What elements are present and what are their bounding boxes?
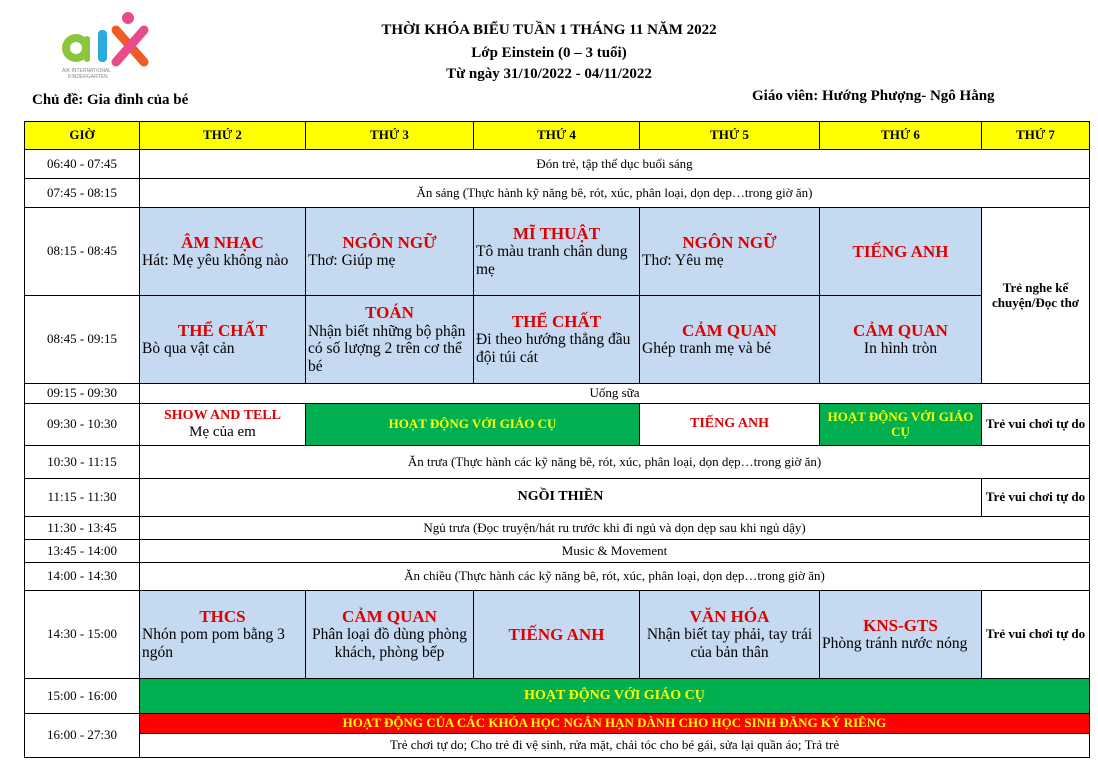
- subject: CẢM QUAN: [853, 320, 948, 340]
- lesson-desc: Bò qua vật cản: [142, 340, 235, 358]
- saturday-cell: Trẻ vui chơi tự do: [982, 404, 1090, 446]
- time-cell: 09:15 - 09:30: [25, 384, 140, 404]
- time-cell: 13:45 - 14:00: [25, 540, 140, 563]
- activity-cell: NGỒI THIỀN: [140, 479, 982, 517]
- activity-cell: HOẠT ĐỘNG VỚI GIÁO CỤ: [140, 679, 1090, 714]
- lesson-cell: HOẠT ĐỘNG VỚI GIÁO CỤ: [306, 404, 640, 446]
- table-row: [25, 208, 1090, 296]
- table-row: [25, 679, 1090, 714]
- time-cell: 06:40 - 07:45: [25, 150, 140, 179]
- col-thu: THỨ 5: [640, 122, 820, 150]
- lesson-desc: Mẹ của em: [189, 423, 256, 440]
- subject: THỂ CHẤT: [511, 311, 602, 331]
- time-cell: 15:00 - 16:00: [25, 679, 140, 714]
- subject: TOÁN: [365, 303, 414, 322]
- activity-cell: Đón trẻ, tập thể dục buổi sáng: [140, 150, 1090, 179]
- time-cell: 11:15 - 11:30: [25, 479, 140, 517]
- subject: TIẾNG ANH: [852, 241, 949, 261]
- topic-label: Chủ đề: Gia đình của bé: [32, 92, 189, 108]
- lesson-cell: [306, 296, 474, 384]
- lesson-desc: Phòng tránh nước nóng: [822, 635, 968, 653]
- lesson-desc: Thơ: Yêu mẹ: [642, 252, 724, 270]
- lesson-desc: Nhận biết những bộ phận có số lượng 2 trên cơ thể bé: [308, 322, 466, 376]
- teacher-label: Giáo viên: Hướng Phượng- Ngô Hằng: [752, 88, 995, 104]
- table-row: [25, 179, 1090, 208]
- lesson-desc: Đi theo hướng thẳng đầu đội túi cát: [476, 331, 631, 367]
- table-row: [25, 734, 1090, 758]
- activity-cell: Uống sữa: [140, 384, 1090, 404]
- table-row: [25, 479, 1090, 517]
- activity-cell: HOẠT ĐỘNG CỦA CÁC KHÓA HỌC NGẮN HẠN DÀNH CHO HỌC SINH ĐĂNG KÝ RIÊNG: [140, 714, 1090, 734]
- time-cell: 08:15 - 08:45: [25, 208, 140, 296]
- lesson-desc: Ghép tranh mẹ và bé: [642, 340, 772, 358]
- activity-cell: Ăn chiều (Thực hành các kỹ năng bê, rót, xúc, phân loại, dọn dẹp…trong giờ ăn): [140, 563, 1090, 591]
- lesson-cell: [474, 208, 640, 296]
- lesson-cell: HOẠT ĐỘNG VỚI GIÁO CỤ: [820, 404, 982, 446]
- table-row: [25, 150, 1090, 179]
- lesson-cell: [306, 208, 474, 296]
- lesson-cell: [140, 404, 306, 446]
- subject: ÂM NHẠC: [181, 232, 264, 252]
- lesson-cell: [820, 296, 982, 384]
- table-row: [25, 296, 1090, 384]
- saturday-cell: Trẻ vui chơi tự do: [982, 591, 1090, 679]
- svg-text:AIK INTERNATIONAL: AIK INTERNATIONAL: [62, 68, 112, 74]
- table-row: [25, 446, 1090, 479]
- table-row: [25, 540, 1090, 563]
- activity-cell: Ăn sáng (Thực hành kỹ năng bê, rót, xúc, phân loại, dọn dẹp…trong giờ ăn): [140, 179, 1090, 208]
- lesson-cell: [474, 296, 640, 384]
- svg-text:KINDERGARTEN: KINDERGARTEN: [68, 74, 108, 80]
- lesson-desc: Nhận biết tay phải, tay trái của bản thân: [646, 626, 813, 662]
- lesson-cell: [306, 591, 474, 679]
- lesson-desc: Phân loại đồ dùng phòng khách, phòng bếp: [312, 626, 467, 662]
- lesson-cell: [640, 296, 820, 384]
- date-range: Từ ngày 31/10/2022 - 04/11/2022: [446, 66, 652, 82]
- lesson-cell: [140, 208, 306, 296]
- subject: TIẾNG ANH: [508, 624, 605, 644]
- saturday-cell: Trẻ nghe kể chuyện/Đọc thơ: [982, 208, 1090, 384]
- lesson-desc: Nhón pom pom bằng 3 ngón: [142, 626, 285, 662]
- activity-cell: Ngủ trưa (Đọc truyện/hát ru trước khi đi ngủ và dọn dẹp sau khi ngủ dậy): [140, 517, 1090, 540]
- subject: THCS: [199, 606, 246, 626]
- time-cell: 07:45 - 08:15: [25, 179, 140, 208]
- table-row: [25, 384, 1090, 404]
- lesson-desc: Tô màu tranh chân dung mẹ: [476, 243, 628, 279]
- schedule-title: THỜI KHÓA BIỂU TUẦN 1 THÁNG 11 NĂM 2022: [381, 22, 717, 38]
- subject: NGÔN NGỮ: [682, 232, 777, 252]
- time-cell: 08:45 - 09:15: [25, 296, 140, 384]
- lesson-cell: [640, 591, 820, 679]
- subject: VĂN HÓA: [689, 606, 770, 626]
- table-row: [25, 563, 1090, 591]
- lesson-cell: [820, 591, 982, 679]
- subject: NGÔN NGỮ: [342, 232, 437, 252]
- subject: CẢM QUAN: [682, 320, 777, 340]
- lesson-cell: TIẾNG ANH: [640, 404, 820, 446]
- lesson-cell: [640, 208, 820, 296]
- activity-cell: Trẻ chơi tự do; Cho trẻ đi vệ sinh, rửa mặt, chải tóc cho bé gái, sửa lại quần áo; Trả trẻ: [140, 734, 1090, 758]
- col-time: GIỜ: [25, 122, 140, 150]
- table-row: [25, 404, 1090, 446]
- time-cell: 11:30 - 13:45: [25, 517, 140, 540]
- saturday-cell: Trẻ vui chơi tự do: [982, 479, 1090, 517]
- subject: CẢM QUAN: [342, 606, 437, 626]
- col-wed: THỨ 4: [474, 122, 640, 150]
- time-cell: 14:00 - 14:30: [25, 563, 140, 591]
- table-row: [25, 591, 1090, 679]
- activity-cell: Ăn trưa (Thực hành các kỹ năng bê, rót, xúc, phân loại, dọn dẹp…trong giờ ăn): [140, 446, 1090, 479]
- time-cell: 14:30 - 15:00: [25, 591, 140, 679]
- class-name: Lớp Einstein (0 – 3 tuổi): [471, 45, 627, 61]
- time-cell: 09:30 - 10:30: [25, 404, 140, 446]
- lesson-desc: Hát: Mẹ yêu không nào: [142, 252, 289, 270]
- subject: KNS-GTS: [863, 615, 938, 635]
- subject: THỂ CHẤT: [177, 320, 268, 340]
- subject: MĨ THUẬT: [512, 223, 601, 243]
- col-mon: THỨ 2: [140, 122, 306, 150]
- lesson-cell: [140, 296, 306, 384]
- table-row: [25, 714, 1090, 734]
- table-row: [25, 517, 1090, 540]
- lesson-cell: [140, 591, 306, 679]
- col-tue: THỨ 3: [306, 122, 474, 150]
- time-cell: 10:30 - 11:15: [25, 446, 140, 479]
- lesson-desc: Thơ: Giúp mẹ: [308, 252, 396, 270]
- timetable: [24, 121, 1090, 758]
- lesson-cell: [474, 591, 640, 679]
- header-row: [25, 122, 1090, 150]
- subject: SHOW AND TELL: [164, 407, 281, 423]
- activity-cell: Music & Movement: [140, 540, 1090, 563]
- lesson-desc: In hình tròn: [863, 340, 938, 358]
- col-fri: THỨ 6: [820, 122, 982, 150]
- lesson-cell: [820, 208, 982, 296]
- time-cell: 16:00 - 27:30: [25, 714, 140, 758]
- col-sat: THỨ 7: [982, 122, 1090, 150]
